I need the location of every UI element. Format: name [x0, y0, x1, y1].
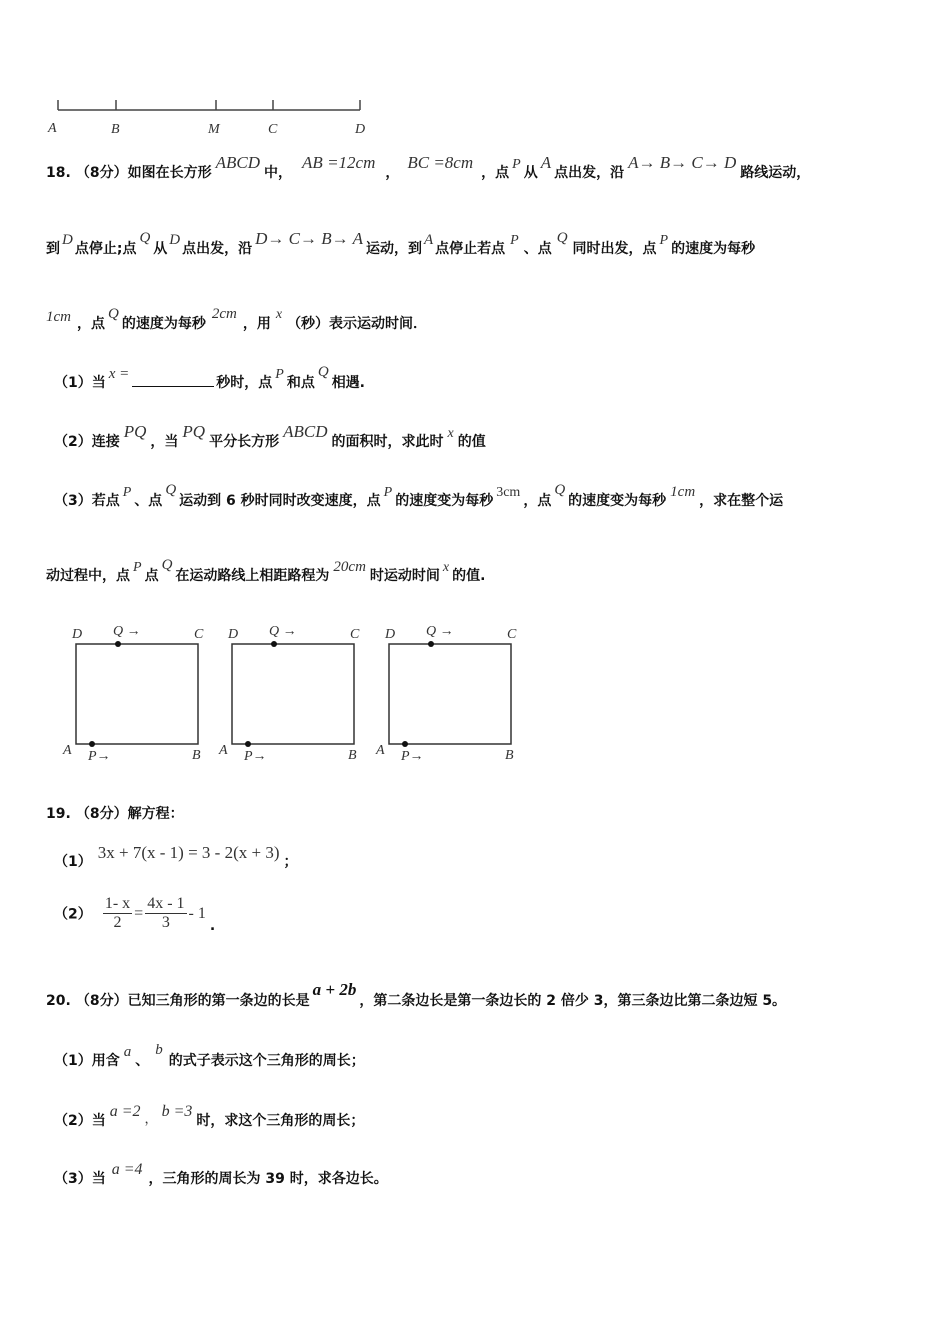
- point-label-c: C: [268, 122, 278, 137]
- q18-line1: [46, 153, 811, 182]
- q18-text: 从: [153, 241, 168, 257]
- sub-question-label: （2）连接: [54, 434, 120, 450]
- math: A: [423, 232, 434, 248]
- math: D→ C→ B→ A: [255, 229, 363, 248]
- rectangle-figure-2: [218, 624, 360, 764]
- q18-sub3-line1: [54, 482, 784, 510]
- fraction-right: [145, 895, 186, 932]
- q18-text: 的速度为每秒: [671, 241, 756, 257]
- q18-text: 从: [523, 165, 538, 181]
- q18-line2: [46, 229, 756, 258]
- q19-text: .: [209, 918, 216, 934]
- rectangle-figure-1: [62, 624, 204, 764]
- math: Q: [161, 557, 173, 573]
- label-b: B: [192, 748, 201, 763]
- fraction-numerator: 1- x: [104, 895, 131, 912]
- label-q: Q →: [113, 624, 141, 639]
- q20-number: 20.: [46, 993, 71, 1009]
- q18-text: 运动到 6 秒时同时改变速度，点: [179, 493, 381, 509]
- math: P: [133, 560, 142, 575]
- label-b: B: [505, 748, 514, 763]
- q18-text: 的面积时，求此时: [331, 434, 444, 450]
- math: Q: [556, 230, 568, 246]
- q20-text: 、: [135, 1053, 150, 1069]
- math: x: [442, 560, 450, 575]
- q18-text: ，点: [523, 493, 552, 509]
- q18-text: ，点: [77, 316, 105, 332]
- label-p: P→: [244, 749, 267, 764]
- q20-text: 的式子表示这个三角形的周长；: [168, 1053, 365, 1069]
- q18-text: 时运动时间: [369, 568, 440, 584]
- q20-sub1: [54, 1042, 365, 1070]
- q18-text: 和点: [286, 375, 315, 391]
- q18-text: ，点: [481, 165, 510, 181]
- q18-text: 在运动路线上相距路程为: [175, 568, 330, 584]
- math: Q: [139, 230, 151, 246]
- math: A: [540, 153, 552, 172]
- q18-text: 路线运动，: [740, 165, 811, 181]
- fraction-numerator: 4x - 1: [147, 895, 185, 912]
- q18-text: 、点: [523, 241, 552, 257]
- point-label-m: M: [208, 122, 220, 137]
- label-a: A: [63, 743, 72, 758]
- label-a: A: [376, 743, 385, 758]
- equation-1: 3x + 7(x - 1) = 3 - 2(x + 3): [97, 843, 280, 862]
- equals-sign: =: [134, 904, 144, 922]
- math: 3cm: [496, 485, 521, 500]
- q18-text: 的值.: [452, 568, 486, 584]
- q18-text: 中，: [264, 165, 293, 181]
- q18-text: 、点: [134, 493, 163, 509]
- q18-text: 点出发，沿: [554, 165, 625, 181]
- math: BC =8cm: [407, 153, 474, 172]
- q20-text: ，三角形的周长为 39 时，求各边长。: [148, 1171, 388, 1187]
- math: D: [62, 232, 73, 248]
- math-separator: ，: [144, 1111, 158, 1126]
- q20-text: ，第二条边长是第一条边长的 2 倍少 3，第三条边比第二条边短 5。: [359, 993, 787, 1009]
- math: P: [122, 485, 132, 500]
- q18-text: 点停止若点: [435, 241, 506, 257]
- math: 1cm: [46, 309, 71, 325]
- q18-sub1: [54, 364, 366, 392]
- q18-text: 到: [46, 241, 60, 257]
- math: PQ: [182, 422, 206, 441]
- q18-text: 点出发，沿: [182, 241, 253, 257]
- sub-question-label: （3）当: [54, 1171, 106, 1187]
- q19-title: [46, 803, 184, 823]
- q18-text: 点: [144, 568, 159, 584]
- math: AB =12cm: [302, 153, 376, 172]
- label-p: P→: [401, 749, 424, 764]
- math: a =4: [111, 1161, 143, 1178]
- q18-text: 动过程中，点: [46, 568, 130, 584]
- q20-sub2: [54, 1103, 365, 1130]
- label-d: D: [228, 627, 239, 642]
- q18-text: ，用: [242, 316, 271, 332]
- label-b: B: [348, 748, 357, 763]
- math: Q: [317, 364, 329, 380]
- q18-text: 平分长方形: [209, 434, 280, 450]
- sub-question-label: （2）: [54, 906, 92, 923]
- label-q: Q →: [426, 624, 454, 639]
- math: Q: [165, 482, 177, 498]
- math: a =2: [109, 1103, 141, 1120]
- q18-text: 的速度变为每秒: [568, 493, 667, 509]
- math: 1cm: [670, 484, 696, 500]
- math: ABCD: [283, 422, 328, 441]
- q18-text: ，当: [150, 434, 179, 450]
- math: a: [123, 1044, 132, 1060]
- sub-question-label: （1）: [54, 854, 92, 870]
- q19-number: 19.: [46, 806, 71, 822]
- q18-text: ，求在整个运: [699, 493, 784, 509]
- q18-sub2: [54, 422, 486, 451]
- math: ABCD: [215, 153, 261, 172]
- q18-text: 的速度为每秒: [121, 316, 206, 332]
- q18-text: 如图在长方形: [127, 165, 212, 181]
- q18-text: 同时出发，点: [572, 241, 657, 257]
- rectangle-figure-3: [375, 624, 517, 764]
- math: P: [512, 157, 521, 172]
- q18-line3: [46, 306, 428, 333]
- q19-part2: [54, 895, 215, 932]
- q20-text: 时，求这个三角形的周长；: [196, 1113, 365, 1129]
- q19-text: （8分）解方程：: [75, 806, 184, 822]
- math: Q: [108, 306, 119, 322]
- q18-text: 运动，到: [365, 241, 422, 257]
- q20-sub3: [54, 1161, 388, 1188]
- math: P: [659, 233, 669, 248]
- label-a: A: [219, 743, 228, 758]
- q18-text: 相遇.: [331, 375, 366, 391]
- math: x: [447, 426, 454, 441]
- label-p: P→: [88, 749, 111, 764]
- point-label-d: D: [355, 122, 366, 137]
- answer-blank[interactable]: [132, 386, 214, 387]
- math: 20cm: [333, 559, 366, 575]
- math: 2cm: [211, 306, 237, 322]
- math: Q: [554, 482, 566, 498]
- q20-line1: [46, 980, 787, 1010]
- q18-text: 秒时，点: [216, 375, 273, 391]
- q18-text: 的值: [457, 434, 486, 450]
- fraction-left: [103, 895, 132, 932]
- q18-text: 的速度变为每秒: [395, 493, 494, 509]
- math: P: [383, 485, 393, 500]
- math: b: [155, 1042, 163, 1058]
- number-line-figure: [40, 95, 380, 140]
- label-c: C: [194, 627, 204, 642]
- math: b =3: [161, 1103, 193, 1120]
- q19-part1: [54, 843, 298, 870]
- math: P: [275, 367, 284, 382]
- point-label-a: A: [48, 121, 57, 136]
- q18-text: ，: [385, 165, 400, 181]
- label-q: Q →: [269, 624, 297, 639]
- math: PQ: [123, 422, 147, 441]
- q20-text: （8分）已知三角形的第一条边的长是: [75, 993, 310, 1009]
- q18-number: 18.: [46, 165, 71, 181]
- fraction-denominator: 2: [113, 914, 122, 931]
- q18-score: （8分）: [75, 165, 128, 181]
- sub-question-label: （1）用含: [54, 1053, 120, 1069]
- math: D: [169, 232, 181, 248]
- point-label-b: B: [111, 122, 120, 137]
- q18-sub3-line2: [46, 557, 486, 585]
- math: P: [510, 233, 519, 248]
- label-d: D: [72, 627, 83, 642]
- sub-question-label: （1）当: [54, 375, 106, 391]
- label-d: D: [385, 627, 396, 642]
- sub-question-label: （3）若点: [54, 493, 120, 509]
- math: x: [275, 307, 283, 322]
- math: a + 2b: [312, 980, 357, 999]
- rectangle-figures: [55, 618, 535, 768]
- q18-text: 点停止;点: [74, 241, 137, 257]
- math: x =: [108, 366, 130, 382]
- equation-tail: - 1: [188, 904, 206, 922]
- fraction-denominator: 3: [161, 914, 170, 931]
- q18-text: （秒）表示运动时间．: [287, 316, 428, 332]
- math: A→ B→ C→ D: [628, 153, 737, 172]
- sub-question-label: （2）当: [54, 1113, 106, 1129]
- label-c: C: [507, 627, 517, 642]
- q19-text: ；: [283, 854, 298, 870]
- label-c: C: [350, 627, 360, 642]
